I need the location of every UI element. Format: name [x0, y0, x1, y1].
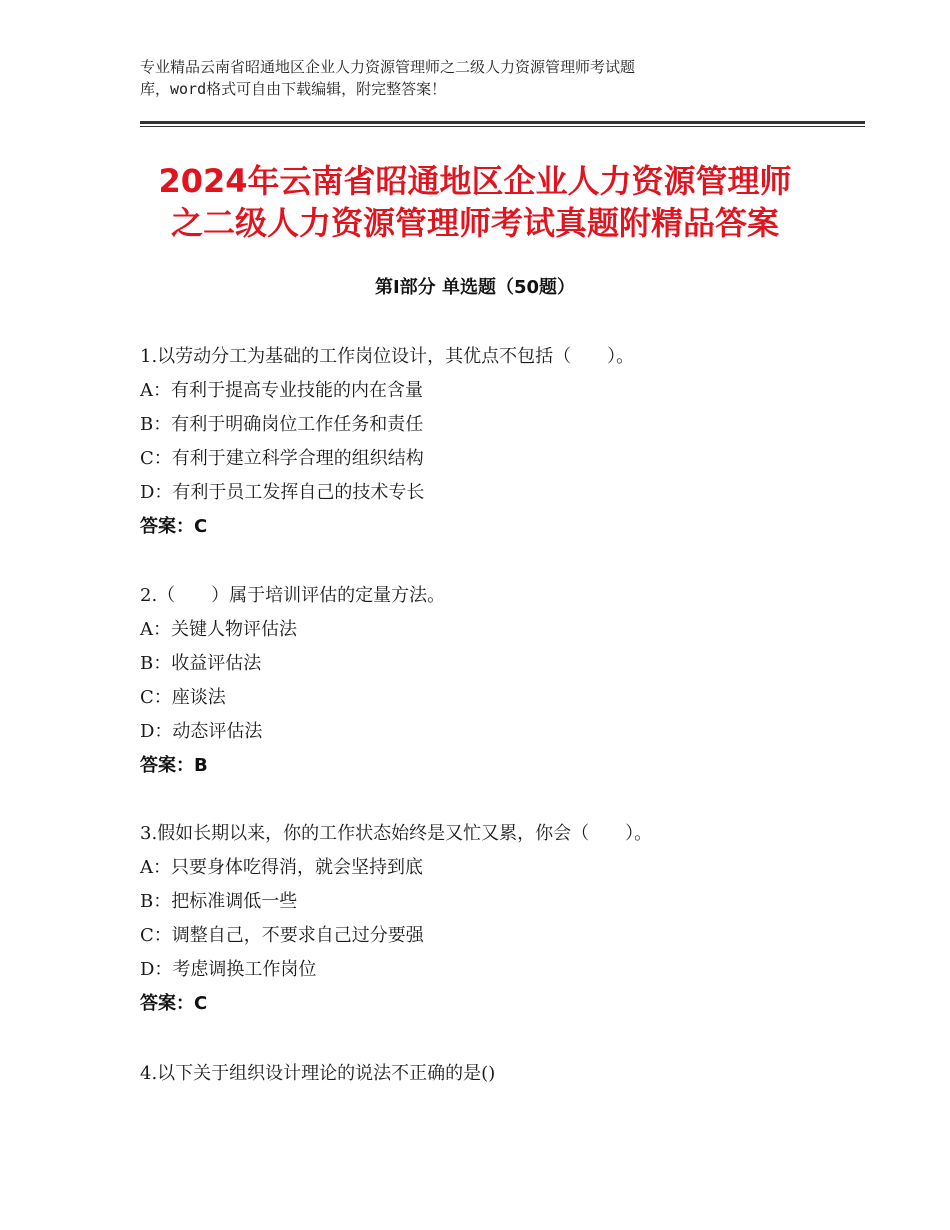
- header-note: [140, 56, 780, 100]
- question-stem: 3.假如长期以来，你的工作状态始终是又忙又累，你会（ ）。: [140, 823, 653, 844]
- option-b: B：收益评估法: [140, 653, 262, 674]
- question-3: [140, 817, 840, 1021]
- header-note-line2: 库，word格式可自由下载编辑，附完整答案！: [140, 80, 447, 98]
- question-2: [140, 579, 840, 783]
- option-a: A：关键人物评估法: [140, 619, 297, 640]
- option-c: C：座谈法: [140, 687, 226, 708]
- question-4: [140, 1057, 840, 1091]
- question-1: [140, 340, 840, 544]
- option-b: B：有利于明确岗位工作任务和责任: [140, 414, 424, 435]
- question-stem: 2.（ ）属于培训评估的定量方法。: [140, 585, 446, 606]
- header-note-line1: 专业精品云南省昭通地区企业人力资源管理师之二级人力资源管理师考试题: [140, 58, 636, 76]
- answer: 答案：C: [140, 516, 208, 537]
- option-d: D：动态评估法: [140, 721, 263, 742]
- option-a: A：只要身体吃得消，就会坚持到底: [140, 857, 423, 878]
- header-divider-thin: [140, 126, 865, 127]
- option-c: C：有利于建立科学合理的组织结构: [140, 448, 424, 469]
- document-title-line2: 之二级人力资源管理师考试真题附精品答案: [170, 204, 779, 242]
- option-d: D：考虑调换工作岗位: [140, 959, 317, 980]
- option-c: C：调整自己，不要求自己过分要强: [140, 925, 424, 946]
- option-b: B：把标准调低一些: [140, 891, 298, 912]
- answer: 答案：C: [140, 993, 208, 1014]
- document-title-line1: 2024年云南省昭通地区企业人力资源管理师: [158, 162, 792, 200]
- answer: 答案：B: [140, 755, 208, 776]
- document-title: [0, 160, 950, 244]
- option-d: D：有利于员工发挥自己的技术专长: [140, 482, 425, 503]
- question-stem: 1.以劳动分工为基础的工作岗位设计，其优点不包括（ ）。: [140, 346, 635, 367]
- section-title: 第Ⅰ部分 单选题（50题）: [374, 277, 575, 298]
- option-a: A：有利于提高专业技能的内在含量: [140, 380, 423, 401]
- header-divider-thick: [140, 121, 865, 124]
- question-stem: 4.以下关于组织设计理论的说法不正确的是(): [140, 1063, 496, 1084]
